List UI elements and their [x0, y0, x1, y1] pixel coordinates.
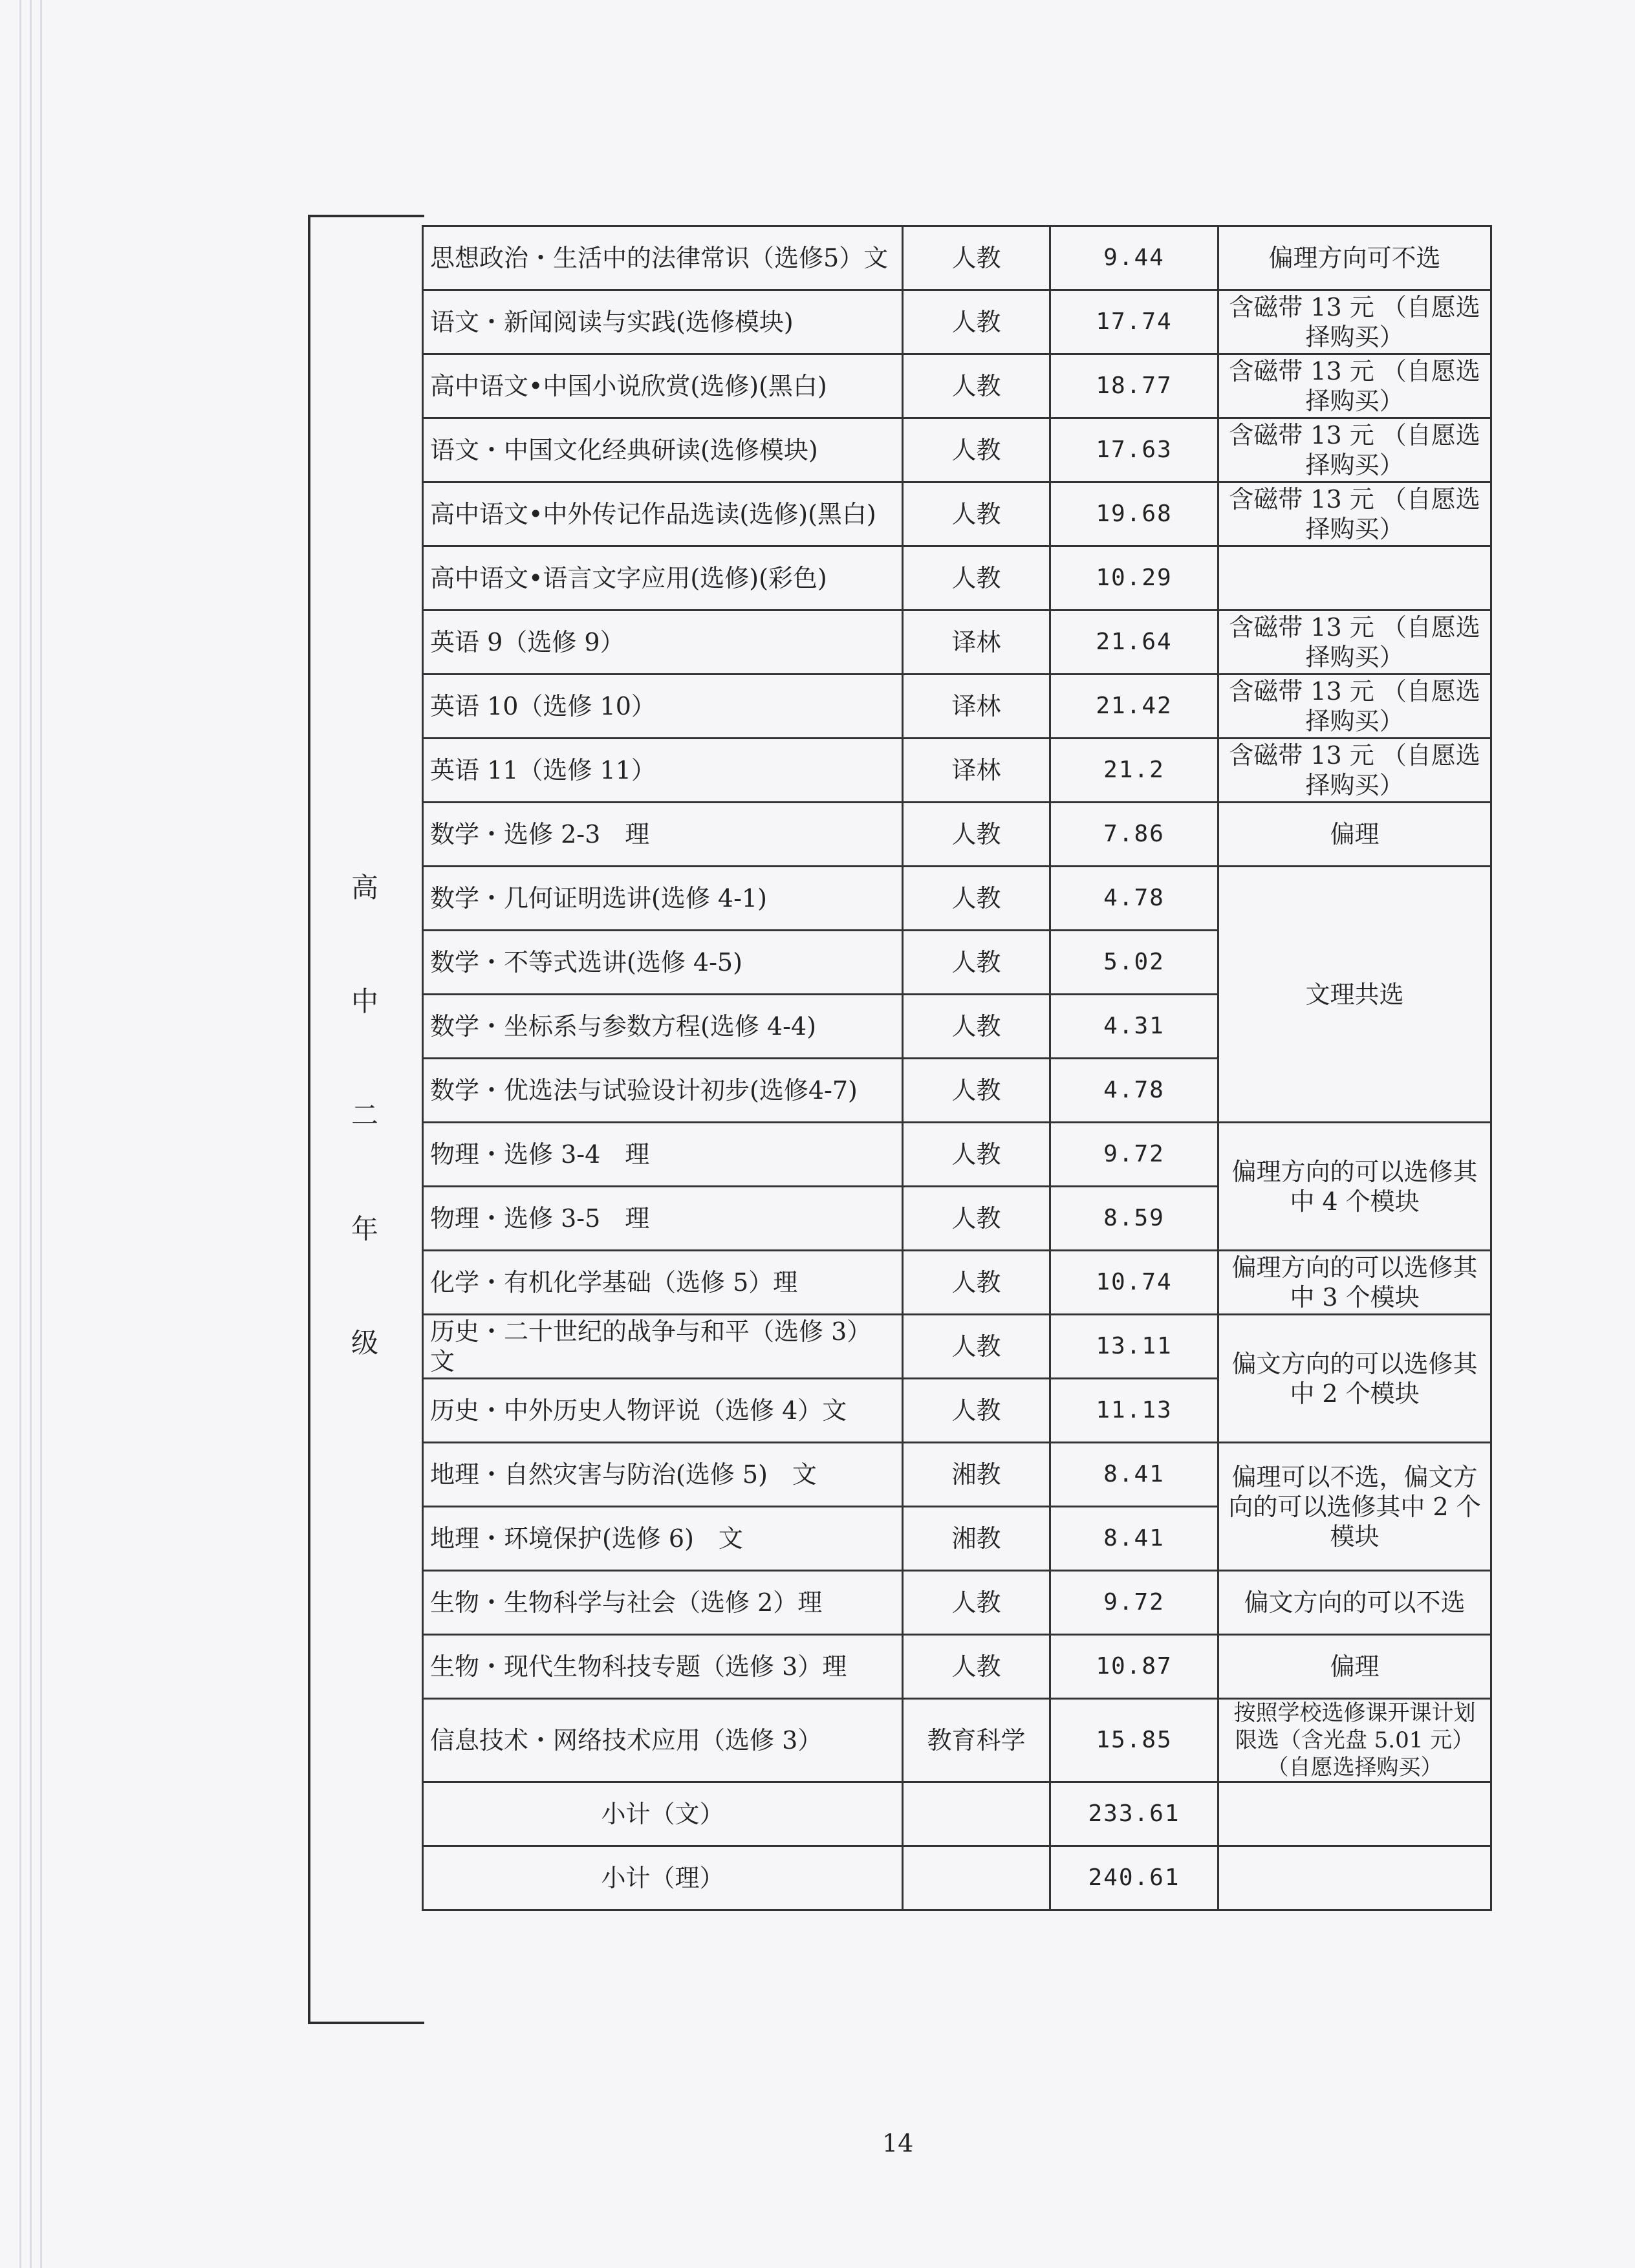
table-row	[423, 354, 1491, 418]
price-cell: 21.64	[1050, 610, 1218, 675]
publisher-cell: 译林	[903, 739, 1050, 803]
publisher-cell: 人教	[903, 226, 1050, 290]
course-name-cell: 英语 9（选修 9）	[423, 610, 903, 675]
price-cell: 15.85	[1050, 1699, 1218, 1782]
publisher-cell: 湘教	[903, 1443, 1050, 1507]
course-name-cell: 高中语文•中国小说欣赏(选修)(黑白)	[423, 354, 903, 418]
course-name-cell: 生物・现代生物科技专题（选修 3）理	[423, 1635, 903, 1699]
subtotal-label: 小计（理）	[423, 1846, 903, 1910]
table-row	[423, 1571, 1491, 1635]
note-cell: 偏理可以不选，偏文方向的可以选修其中 2 个模块	[1218, 1443, 1491, 1571]
note-cell: 偏理方向可不选	[1218, 226, 1491, 290]
price-cell: 5.02	[1050, 931, 1218, 995]
note-cell: 偏文方向的可以不选	[1218, 1571, 1491, 1635]
price-cell: 17.74	[1050, 290, 1218, 354]
course-name-cell: 物理・选修 3-4 理	[423, 1123, 903, 1187]
grade-label	[309, 207, 420, 2024]
note-cell: 含磁带 13 元 （自愿选择购买）	[1218, 610, 1491, 675]
table-row	[423, 482, 1491, 546]
grade-label-char: 二	[351, 1099, 378, 1131]
note-cell: 偏理方向的可以选修其中 4 个模块	[1218, 1123, 1491, 1251]
publisher-cell: 人教	[903, 803, 1050, 867]
note-cell: 文理共选	[1218, 867, 1491, 1123]
publisher-cell: 人教	[903, 1059, 1050, 1123]
table-row	[423, 739, 1491, 803]
note-cell: 按照学校选修课开课计划限选（含光盘 5.01 元）（自愿选择购买）	[1218, 1699, 1491, 1782]
subtotal-row	[423, 1846, 1491, 1910]
table-row	[423, 1699, 1491, 1782]
price-cell: 8.41	[1050, 1507, 1218, 1571]
table-row	[423, 1315, 1491, 1379]
note-cell: 偏理	[1218, 1635, 1491, 1699]
note-cell: 含磁带 13 元 （自愿选择购买）	[1218, 675, 1491, 739]
subtotal-value: 240.61	[1050, 1846, 1218, 1910]
note-cell: 含磁带 13 元 （自愿选择购买）	[1218, 354, 1491, 418]
price-cell: 9.72	[1050, 1123, 1218, 1187]
publisher-cell: 人教	[903, 418, 1050, 482]
publisher-cell: 人教	[903, 1635, 1050, 1699]
grade-label-char: 中	[351, 986, 378, 1017]
paper-edge	[19, 0, 21, 2268]
note-cell: 含磁带 13 元 （自愿选择购买）	[1218, 739, 1491, 803]
publisher-cell: 人教	[903, 546, 1050, 610]
course-name-cell: 历史・二十世纪的战争与和平（选修 3）文	[423, 1315, 903, 1379]
course-name-cell: 地理・环境保护(选修 6) 文	[423, 1507, 903, 1571]
note-cell: 偏理	[1218, 803, 1491, 867]
grade-label-char: 年	[351, 1213, 378, 1245]
subtotal-value: 233.61	[1050, 1782, 1218, 1846]
course-name-cell: 生物・生物科学与社会（选修 2）理	[423, 1571, 903, 1635]
publisher-cell: 人教	[903, 1187, 1050, 1251]
publisher-cell: 人教	[903, 482, 1050, 546]
price-cell: 17.63	[1050, 418, 1218, 482]
publisher-cell: 人教	[903, 1571, 1050, 1635]
price-cell: 7.86	[1050, 803, 1218, 867]
table-row	[423, 546, 1491, 610]
publisher-cell: 人教	[903, 290, 1050, 354]
course-name-cell: 地理・自然灾害与防治(选修 5) 文	[423, 1443, 903, 1507]
course-name-cell: 英语 10（选修 10）	[423, 675, 903, 739]
table-row	[423, 290, 1491, 354]
price-cell: 19.68	[1050, 482, 1218, 546]
table-row	[423, 610, 1491, 675]
price-cell: 8.59	[1050, 1187, 1218, 1251]
course-name-cell: 英语 11（选修 11）	[423, 739, 903, 803]
publisher-cell: 人教	[903, 867, 1050, 931]
paper-edge	[40, 0, 42, 2268]
price-cell: 21.42	[1050, 675, 1218, 739]
course-name-cell: 数学・选修 2-3 理	[423, 803, 903, 867]
note-cell: 偏理方向的可以选修其中 3 个模块	[1218, 1251, 1491, 1315]
grade-label-char: 高	[351, 872, 378, 903]
table-row	[423, 418, 1491, 482]
publisher-cell: 人教	[903, 1251, 1050, 1315]
course-name-cell: 化学・有机化学基础（选修 5）理	[423, 1251, 903, 1315]
note-cell: 含磁带 13 元 （自愿选择购买）	[1218, 418, 1491, 482]
price-cell: 18.77	[1050, 354, 1218, 418]
table-row	[423, 1635, 1491, 1699]
empty-cell	[1218, 1846, 1491, 1910]
publisher-cell: 人教	[903, 354, 1050, 418]
subtotal-row	[423, 1782, 1491, 1846]
table-body	[423, 226, 1491, 1910]
publisher-cell: 译林	[903, 675, 1050, 739]
course-name-cell: 语文・中国文化经典研读(选修模块)	[423, 418, 903, 482]
table-row	[423, 226, 1491, 290]
price-cell: 4.78	[1050, 1059, 1218, 1123]
publisher-cell: 人教	[903, 1315, 1050, 1379]
table-row	[423, 675, 1491, 739]
publisher-cell: 人教	[903, 1123, 1050, 1187]
table-row	[423, 1251, 1491, 1315]
course-name-cell: 数学・坐标系与参数方程(选修 4-4)	[423, 995, 903, 1059]
price-cell: 4.78	[1050, 867, 1218, 931]
publisher-cell: 人教	[903, 1379, 1050, 1443]
price-cell: 4.31	[1050, 995, 1218, 1059]
course-name-cell: 高中语文•中外传记作品选读(选修)(黑白)	[423, 482, 903, 546]
course-name-cell: 历史・中外历史人物评说（选修 4）文	[423, 1379, 903, 1443]
page-number: 14	[882, 2129, 914, 2157]
publisher-cell: 教育科学	[903, 1699, 1050, 1782]
course-name-cell: 语文・新闻阅读与实践(选修模块)	[423, 290, 903, 354]
price-cell: 13.11	[1050, 1315, 1218, 1379]
paper-edge	[30, 0, 32, 2268]
publisher-cell: 译林	[903, 610, 1050, 675]
course-name-cell: 数学・几何证明选讲(选修 4-1)	[423, 867, 903, 931]
price-cell: 10.74	[1050, 1251, 1218, 1315]
table-row	[423, 803, 1491, 867]
note-cell: 偏文方向的可以选修其中 2 个模块	[1218, 1315, 1491, 1443]
course-name-cell: 数学・不等式选讲(选修 4-5)	[423, 931, 903, 995]
table-row	[423, 1123, 1491, 1187]
price-cell: 21.2	[1050, 739, 1218, 803]
note-cell: 含磁带 13 元 （自愿选择购买）	[1218, 482, 1491, 546]
price-cell: 11.13	[1050, 1379, 1218, 1443]
course-name-cell: 数学・优选法与试验设计初步(选修4-7)	[423, 1059, 903, 1123]
table-row	[423, 1443, 1491, 1507]
note-cell	[1218, 546, 1491, 610]
empty-cell	[903, 1846, 1050, 1910]
price-cell: 9.44	[1050, 226, 1218, 290]
publisher-cell: 人教	[903, 931, 1050, 995]
course-name-cell: 物理・选修 3-5 理	[423, 1187, 903, 1251]
course-name-cell: 信息技术・网络技术应用（选修 3）	[423, 1699, 903, 1782]
course-name-cell: 思想政治・生活中的法律常识（选修5）文	[423, 226, 903, 290]
price-cell: 10.87	[1050, 1635, 1218, 1699]
note-cell: 含磁带 13 元 （自愿选择购买）	[1218, 290, 1491, 354]
price-cell: 8.41	[1050, 1443, 1218, 1507]
table-row	[423, 867, 1491, 931]
subtotal-label: 小计（文）	[423, 1782, 903, 1846]
price-cell: 10.29	[1050, 546, 1218, 610]
course-table	[422, 225, 1492, 1911]
publisher-cell: 湘教	[903, 1507, 1050, 1571]
course-name-cell: 高中语文•语言文字应用(选修)(彩色)	[423, 546, 903, 610]
empty-cell	[1218, 1782, 1491, 1846]
grade-label-char: 级	[351, 1327, 378, 1359]
publisher-cell: 人教	[903, 995, 1050, 1059]
price-cell: 9.72	[1050, 1571, 1218, 1635]
empty-cell	[903, 1782, 1050, 1846]
